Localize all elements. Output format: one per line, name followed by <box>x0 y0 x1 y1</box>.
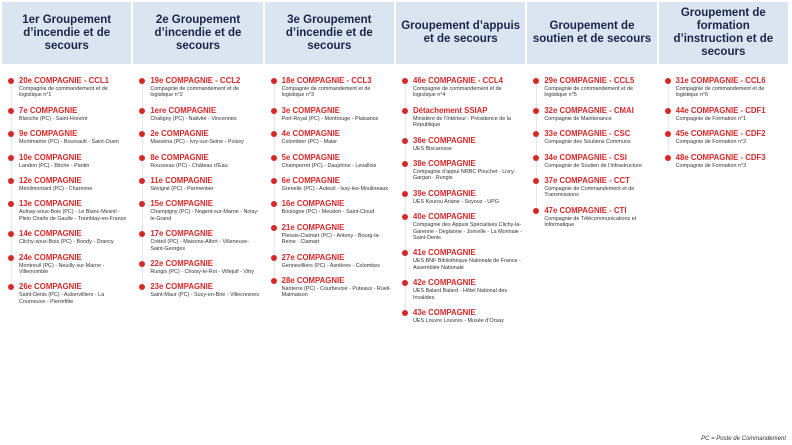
timeline-dot-icon <box>139 155 145 161</box>
compagnie-name: 10e COMPAGNIE <box>19 152 82 162</box>
timeline-dot-icon <box>271 225 277 231</box>
compagnie-item <box>404 248 523 271</box>
compagnie-description: Champerret (PC) - Dauphine - Levallois <box>281 162 377 169</box>
timeline-dot-icon <box>8 78 14 84</box>
compagnie-description: Nanterre (PC) - Courbevoie - Puteaux - Rueil-Malmaison <box>281 286 392 299</box>
compagnie-name: 38e COMPAGNIE <box>412 159 476 169</box>
compagnie-description: Gennevilliers (PC) - Asnières - Colombes <box>281 262 380 269</box>
compagnie-item <box>535 206 654 229</box>
compagnie-description: Masséna (PC) - Ivry-sur-Seine - Poissy <box>150 139 244 146</box>
compagnie-item <box>273 129 392 145</box>
compagnie-description: Rousseau (PC) - Château d’Eau <box>150 162 228 169</box>
compagnie-item <box>404 76 523 99</box>
timeline-dot-icon <box>402 214 408 220</box>
compagnie-description: Colombier (PC) - Malar <box>281 139 338 146</box>
timeline-dot-icon <box>533 155 539 161</box>
timeline-dot-icon <box>271 155 277 161</box>
compagnie-item <box>10 129 129 145</box>
compagnie-description: Chaligny (PC) - Nativité - Vincennes <box>150 115 237 122</box>
timeline-dot-icon <box>8 201 14 207</box>
compagnie-item <box>141 76 260 99</box>
compagnie-name: 37e COMPAGNIE - CCT <box>544 176 630 186</box>
timeline-dot-icon <box>8 178 14 184</box>
compagnie-description: Compagnie de Soutien de l’infrastructure <box>544 162 642 169</box>
compagnie-name: 42e COMPAGNIE <box>412 278 476 288</box>
groupement-column <box>396 2 527 332</box>
compagnie-item <box>535 106 654 122</box>
compagnie-item <box>404 278 523 301</box>
compagnie-name: 48e COMPAGNIE - CDF3 <box>675 152 766 162</box>
compagnie-name: 29e COMPAGNIE - CCL5 <box>544 76 635 85</box>
compagnie-name: 4e COMPAGNIE <box>281 129 340 139</box>
timeline-dot-icon <box>139 78 145 84</box>
compagnie-list <box>2 64 133 305</box>
compagnie-description: Grenelle (PC) - Auteuil - Issy-les-Moulineaux <box>281 186 389 193</box>
compagnie-list <box>527 64 658 229</box>
timeline-dot-icon <box>402 310 408 316</box>
compagnie-description: Plessis-Clamart (PC) - Antony - Bourg-la-Reine - Clamart <box>281 232 381 246</box>
compagnie-name: 9e COMPAGNIE <box>19 129 78 139</box>
compagnie-name: 26e COMPAGNIE <box>19 282 82 292</box>
compagnie-description: Compagnie de commandement et de logistique n°4 <box>412 86 502 99</box>
compagnie-item <box>273 153 392 169</box>
compagnie-description: Compagnie de commandement et de logistique n°5 <box>544 86 634 99</box>
compagnie-description: Ministère de l’Intérieur - Présidence de la République <box>412 115 511 129</box>
timeline-dot-icon <box>8 231 14 237</box>
compagnie-name: 5e COMPAGNIE <box>281 152 340 162</box>
timeline-dot-icon <box>665 108 671 114</box>
compagnie-item <box>273 253 392 269</box>
compagnie-item <box>10 76 129 99</box>
compagnie-list <box>396 64 527 325</box>
groupement-column <box>527 2 658 332</box>
groupement-column <box>265 2 396 332</box>
timeline-dot-icon <box>533 178 539 184</box>
compagnie-item <box>10 153 129 169</box>
compagnie-name: 32e COMPAGNIE - CMAI <box>544 105 634 115</box>
timeline-dot-icon <box>139 201 145 207</box>
compagnie-description: Compagnie de Télécommunications et Informatique <box>544 215 637 229</box>
groupement-title: 3e Groupement d’incendie et de secours <box>265 2 396 64</box>
groupement-title: 1er Groupement d’incendie et de secours <box>2 2 133 64</box>
compagnie-description: Port-Royal (PC) - Montrouge - Plaisance <box>281 115 379 122</box>
groupement-title: Groupement d’appuis et de secours <box>396 2 527 64</box>
compagnie-name: 11e COMPAGNIE <box>150 176 213 186</box>
compagnie-name: 20e COMPAGNIE - CCL1 <box>19 76 109 85</box>
timeline-dot-icon <box>139 131 145 137</box>
timeline-dot-icon <box>271 201 277 207</box>
compagnie-name: 18e COMPAGNIE - CCL3 <box>281 76 372 85</box>
compagnie-item <box>404 308 523 324</box>
compagnie-name: 44e COMPAGNIE - CDF1 <box>675 105 766 115</box>
compagnie-name: 24e COMPAGNIE <box>19 252 82 262</box>
timeline-dot-icon <box>665 155 671 161</box>
compagnie-item <box>141 282 260 298</box>
compagnie-name: 39e COMPAGNIE <box>412 188 476 198</box>
compagnie-item <box>141 259 260 275</box>
compagnie-name: 15e COMPAGNIE <box>150 199 214 209</box>
compagnie-name: 17e COMPAGNIE <box>150 229 214 239</box>
compagnie-item <box>667 106 786 122</box>
compagnie-name: 19e COMPAGNIE - CCL2 <box>150 76 241 85</box>
timeline-dot-icon <box>139 284 145 290</box>
compagnie-description: UES BNF Bibliothèque Nationale de France - Assemblée Nationale <box>412 258 521 271</box>
compagnie-description: Boulogne (PC) - Meudon - Saint-Cloud <box>281 209 375 216</box>
groupement-title: Groupement de soutien et de secours <box>527 2 658 64</box>
compagnie-description: Compagnie de Formation n°1 <box>675 115 747 122</box>
compagnie-description: Compagnie de Commandement et de Transmissions <box>544 186 635 199</box>
timeline-dot-icon <box>665 131 671 137</box>
compagnie-description: Montreuil (PC) - Neuilly-sur-Marne - Villemomble <box>19 262 105 276</box>
compagnie-item <box>535 176 654 199</box>
compagnie-item <box>10 229 129 245</box>
footnote: PC = Poste de Commandement <box>701 436 786 442</box>
compagnie-description: Landon (PC) - Bitche - Pantin <box>19 162 90 169</box>
compagnie-item <box>273 223 392 246</box>
compagnie-name: 12e COMPAGNIE <box>19 176 82 186</box>
compagnie-item <box>10 176 129 192</box>
compagnie-description: Créteil (PC) - Maisons-Alfort - Villeneuve-Saint-Georges <box>150 239 250 252</box>
compagnie-description: Sévigné (PC) - Parmentier <box>150 186 214 193</box>
timeline-dot-icon <box>533 208 539 214</box>
timeline-dot-icon <box>402 191 408 197</box>
compagnie-name: 40e COMPAGNIE <box>412 212 476 222</box>
compagnie-name: 27e COMPAGNIE <box>281 252 345 262</box>
compagnie-description: Compagnie des Soutiens Communs <box>544 139 631 146</box>
compagnie-description: Saint-Denis (PC) - Aubervilliers - La Courneuve - Pierrefitte <box>19 292 105 305</box>
groupement-column <box>133 2 264 332</box>
timeline-dot-icon <box>139 108 145 114</box>
compagnie-description: Blanche (PC) - Saint-Honoré <box>19 115 88 122</box>
compagnie-item <box>273 276 392 299</box>
compagnie-item <box>667 129 786 145</box>
groupement-column <box>659 2 790 332</box>
compagnie-description: Saint-Maur (PC) - Sucy-en-Brie - Villecresnes <box>150 292 259 299</box>
compagnie-description: UES Biscarosse <box>412 145 452 152</box>
timeline-dot-icon <box>271 131 277 137</box>
compagnie-item <box>535 129 654 145</box>
timeline-dot-icon <box>402 161 408 167</box>
compagnie-item <box>535 153 654 169</box>
timeline-dot-icon <box>402 138 408 144</box>
compagnie-description: Compagnie des Appuis Spécialisés Clichy-la-Garenne - Deglanne - Joinville - La Monnaie - Saint-Denis <box>412 222 523 242</box>
timeline-dot-icon <box>533 78 539 84</box>
compagnie-item <box>141 199 260 222</box>
compagnie-name: 43e COMPAGNIE <box>412 308 476 318</box>
compagnie-item <box>404 106 523 129</box>
compagnie-name: 13e COMPAGNIE <box>19 199 82 209</box>
compagnie-item <box>404 159 523 182</box>
timeline-dot-icon <box>533 131 539 137</box>
timeline-dot-icon <box>8 131 14 137</box>
compagnie-name: 33e COMPAGNIE - CSC <box>544 129 631 139</box>
timeline-dot-icon <box>8 108 14 114</box>
timeline-dot-icon <box>8 255 14 261</box>
compagnie-description: Compagnie de Formation n°2 <box>675 139 747 146</box>
compagnie-name: 14e COMPAGNIE <box>19 229 82 239</box>
compagnie-description: Compagnie d’appui NRBC Pouchet - Livry-Gargan - Rungis <box>412 169 516 182</box>
compagnie-description: Compagnie de commandement et de logistique n°6 <box>675 86 765 99</box>
compagnie-name: 2e COMPAGNIE <box>150 129 209 139</box>
compagnie-name: 28e COMPAGNIE <box>281 276 345 286</box>
compagnie-item <box>141 106 260 122</box>
compagnie-name: 1ere COMPAGNIE <box>150 105 217 115</box>
compagnie-item <box>10 199 129 222</box>
compagnie-item <box>10 106 129 122</box>
compagnie-item <box>10 253 129 276</box>
groupement-title: 2e Groupement d’incendie et de secours <box>133 2 264 64</box>
compagnie-name: 23e COMPAGNIE <box>150 282 214 292</box>
compagnie-name: 45e COMPAGNIE - CDF2 <box>675 129 766 139</box>
timeline-dot-icon <box>402 250 408 256</box>
timeline-dot-icon <box>139 261 145 267</box>
compagnie-name: 31e COMPAGNIE - CCL6 <box>675 76 766 85</box>
compagnie-name: 21e COMPAGNIE <box>281 222 345 232</box>
timeline-dot-icon <box>402 108 408 114</box>
compagnie-item <box>535 76 654 99</box>
compagnie-item <box>404 212 523 241</box>
compagnie-item <box>273 106 392 122</box>
timeline-dot-icon <box>271 178 277 184</box>
compagnie-item <box>141 176 260 192</box>
timeline-dot-icon <box>271 108 277 114</box>
timeline-dot-icon <box>533 108 539 114</box>
timeline-dot-icon <box>8 155 14 161</box>
compagnie-name: 7e COMPAGNIE <box>19 105 78 115</box>
compagnie-description: Ménilmontant (PC) - Charonne <box>19 186 93 193</box>
compagnie-description: Aulnay-sous-Bois (PC) - Le Blanc-Mesnil - Plein Charle de Gaulle - Tremblay-en-France <box>19 209 127 222</box>
groupement-column <box>2 2 133 332</box>
timeline-dot-icon <box>139 178 145 184</box>
compagnie-description: Compagnie de Maintenance <box>544 115 612 122</box>
compagnie-description: Compagnie de Formation n°3 <box>675 162 747 169</box>
timeline-dot-icon <box>139 231 145 237</box>
timeline-dot-icon <box>402 280 408 286</box>
compagnie-list <box>133 64 264 299</box>
compagnie-list <box>265 64 396 299</box>
timeline-dot-icon <box>271 255 277 261</box>
timeline-dot-icon <box>402 78 408 84</box>
groupement-title: Groupement de formation d’instruction et de secours <box>659 2 790 64</box>
timeline-dot-icon <box>665 78 671 84</box>
compagnie-item <box>141 129 260 145</box>
compagnie-name: 22e COMPAGNIE <box>150 259 214 269</box>
org-chart <box>2 2 790 332</box>
compagnie-list <box>659 64 790 169</box>
compagnie-item <box>667 76 786 99</box>
timeline-dot-icon <box>8 284 14 290</box>
compagnie-item <box>273 199 392 215</box>
compagnie-name: 36e COMPAGNIE <box>412 135 476 145</box>
compagnie-description: UES Louvre Louvres - Musée d’Orsay <box>412 318 504 325</box>
compagnie-name: 3e COMPAGNIE <box>281 105 340 115</box>
compagnie-description: Compagnie de commandement et de logistique n°2 <box>150 86 240 99</box>
timeline-dot-icon <box>271 278 277 284</box>
compagnie-item <box>273 76 392 99</box>
compagnie-item <box>141 229 260 252</box>
timeline-dot-icon <box>271 78 277 84</box>
compagnie-description: UES Kourou Ariane - Soyouz - UPG <box>412 198 499 205</box>
compagnie-description: Rungis (PC) - Choisy-le-Roi - Villejuif - Vitry <box>150 269 255 276</box>
compagnie-description: Compagnie de commandement et de logistique n°1 <box>19 86 108 99</box>
compagnie-description: Compagnie de commandement et de logistique n°3 <box>281 86 371 99</box>
compagnie-name: 8e COMPAGNIE <box>150 152 209 162</box>
compagnie-name: 47e COMPAGNIE - CTI <box>544 205 627 215</box>
compagnie-name: Détachement SSIAP <box>412 105 488 115</box>
compagnie-item <box>141 153 260 169</box>
compagnie-item <box>404 136 523 152</box>
compagnie-name: 41e COMPAGNIE <box>412 248 476 258</box>
compagnie-name: 46e COMPAGNIE - CCL4 <box>412 76 503 85</box>
compagnie-item <box>404 189 523 205</box>
compagnie-name: 34e COMPAGNIE - CSI <box>544 152 627 162</box>
compagnie-item <box>667 153 786 169</box>
compagnie-description: Montmartre (PC) - Boursault - Saint-Ouen <box>19 139 119 146</box>
compagnie-name: 16e COMPAGNIE <box>281 199 345 209</box>
compagnie-item <box>10 282 129 305</box>
compagnie-description: Clichy-sous-Bois (PC) - Bondy - Drancy <box>19 239 114 246</box>
compagnie-name: 6e COMPAGNIE <box>281 176 340 186</box>
compagnie-item <box>273 176 392 192</box>
compagnie-description: UES Balard Balard - Hôtel National des Invalides <box>412 288 508 301</box>
compagnie-description: Champigny (PC) - Nogent-sur-Marne - Noisy-le-Grand <box>150 209 259 222</box>
